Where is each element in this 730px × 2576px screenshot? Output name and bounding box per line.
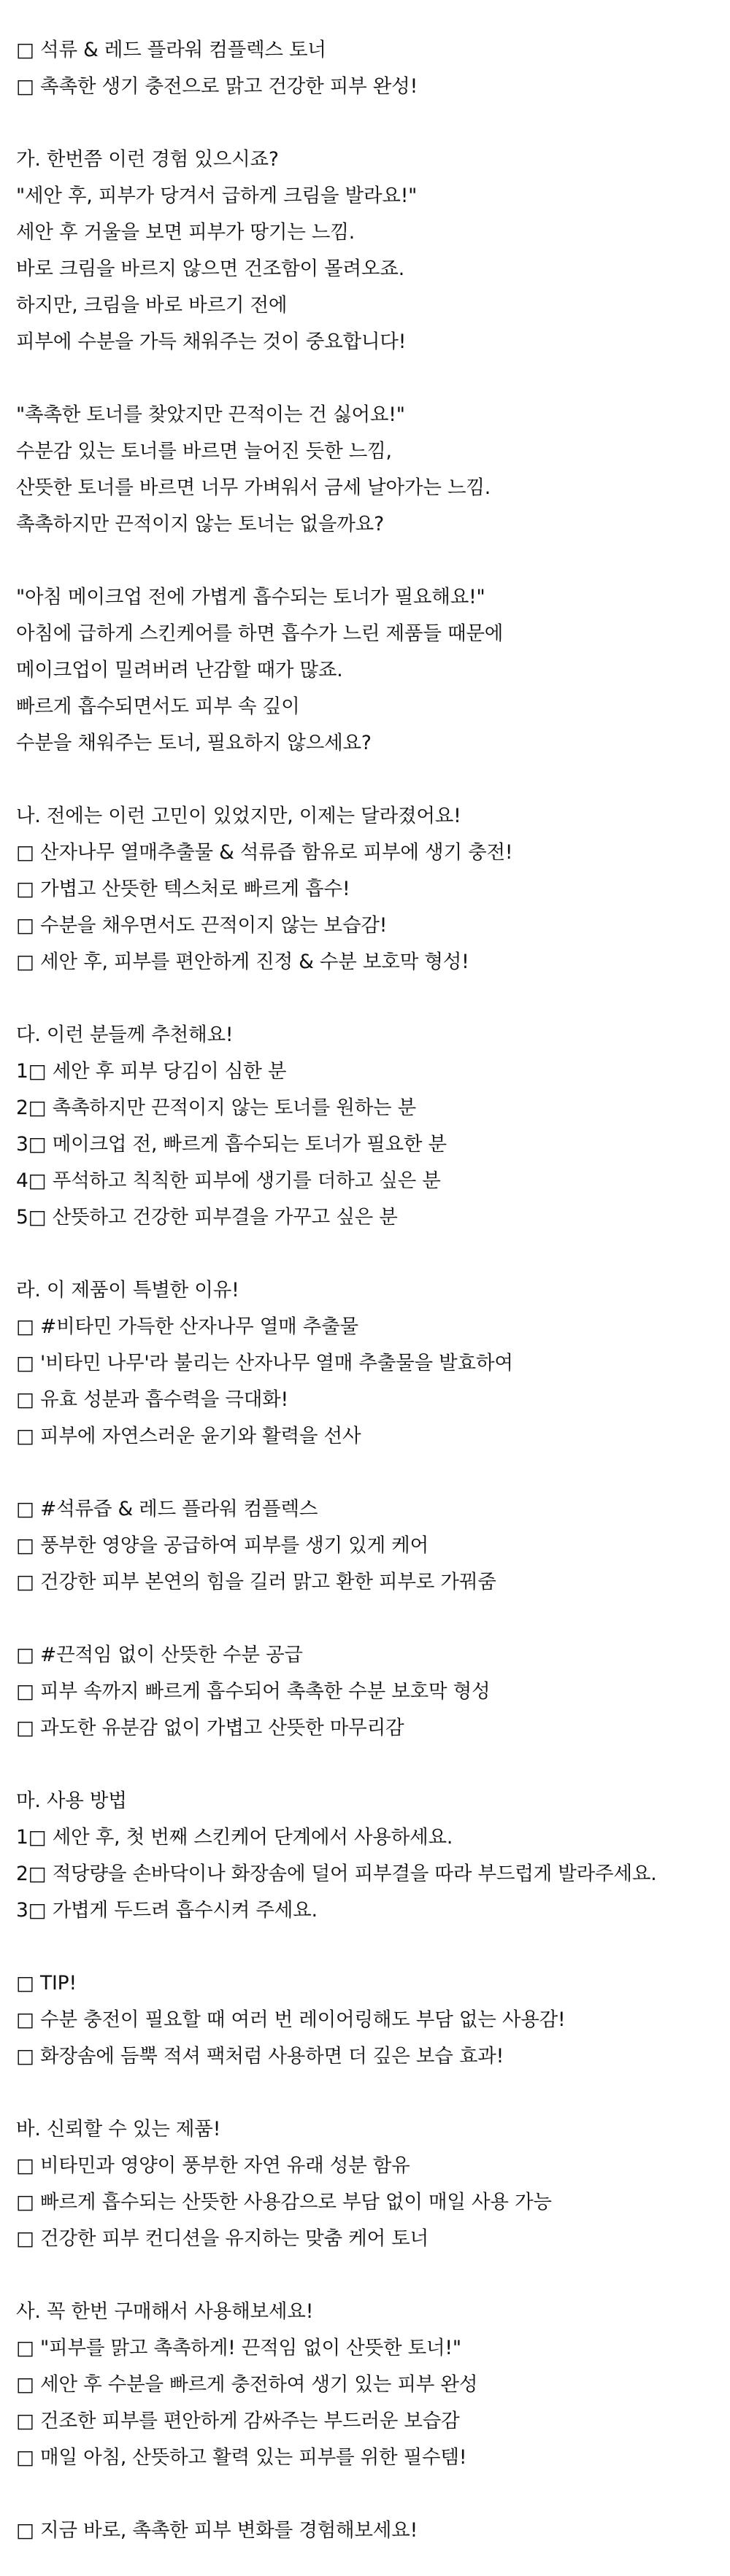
blank-line [16, 762, 714, 798]
text-line: □ 지금 바로, 촉촉한 피부 변화를 경험해보세요! [16, 2519, 418, 2542]
text-line: 마. 사용 방법 [16, 1790, 127, 1812]
text-line: 세안 후 거울을 보면 피부가 땅기는 느낌. [16, 221, 355, 244]
text-line: "촉촉한 토너를 찾았지만 끈적이는 건 싫어요!" [16, 403, 405, 426]
text-line: □ 산자나무 열매추출물 & 석류즙 함유로 피부에 생기 충전! [16, 841, 513, 864]
text-line: 가. 한번쯤 이런 경험 있으시죠? [16, 148, 279, 171]
text-line: 산뜻한 토너를 바르면 너무 가벼워서 금세 날아가는 느낌. [16, 476, 491, 499]
text-line: □ 세안 후, 피부를 편안하게 진정 & 수분 보호막 형성! [16, 951, 469, 973]
text-line: 피부에 수분을 가득 채워주는 것이 중요합니다! [16, 330, 407, 353]
text-line: □ TIP! [16, 1972, 77, 1995]
text-line: □ 유효 성분과 흡수력을 극대화! [16, 1388, 288, 1411]
blank-line [16, 105, 714, 142]
text-line: □ 빠르게 흡수되는 산뜻한 사용감으로 부담 없이 매일 사용 가능 [16, 2191, 552, 2213]
text-line: 1□ 세안 후, 첫 번째 스킨케어 단계에서 사용하세요. [16, 1826, 453, 1849]
text-line: □ 매일 아침, 산뜻하고 활력 있는 피부를 위한 필수템! [16, 2446, 467, 2469]
text-line: 빠르게 흡수되면서도 피부 속 깊이 [16, 695, 300, 718]
text-line: 5□ 산뜻하고 건강한 피부결을 가꾸고 싶은 분 [16, 1206, 398, 1229]
text-line: □ #비타민 가득한 산자나무 열매 추출물 [16, 1315, 358, 1338]
text-line: □ 수분 충전이 필요할 때 여러 번 레이어링해도 부담 없는 사용감! [16, 2008, 566, 2031]
text-line: □ 석류 & 레드 플라워 컴플렉스 토너 [16, 39, 326, 61]
text-line: 수분을 채워주는 토너, 필요하지 않으세요? [16, 732, 372, 754]
blank-line [16, 1747, 714, 1783]
blank-line [16, 980, 714, 1017]
text-line: 하지만, 크림을 바로 바르기 전에 [16, 294, 288, 317]
blank-line [16, 2257, 714, 2294]
text-line: 수분감 있는 토너를 바르면 늘어진 듯한 느낌, [16, 440, 392, 463]
blank-line [16, 1455, 714, 1491]
blank-line [16, 360, 714, 397]
text-line: □ 수분을 채우면서도 끈적이지 않는 보습감! [16, 914, 388, 937]
text-line: 바. 신뢰할 수 있는 제품! [16, 2118, 221, 2140]
text-line: 다. 이런 분들께 추천해요! [16, 1024, 234, 1046]
text-line: □ 풍부한 영양을 공급하여 피부를 생기 있게 케어 [16, 1534, 429, 1557]
text-line: □ 비타민과 영양이 풍부한 자연 유래 성분 함유 [16, 2154, 410, 2177]
text-line: □ 가볍고 산뜻한 텍스처로 빠르게 흡수! [16, 878, 350, 900]
text-line: □ 건강한 피부 컨디션을 유지하는 맞춤 케어 토너 [16, 2227, 429, 2250]
text-line: □ 세안 후 수분을 빠르게 충전하여 생기 있는 피부 완성 [16, 2373, 478, 2396]
text-line: □ 건조한 피부를 편안하게 감싸주는 부드러운 보습감 [16, 2410, 460, 2432]
text-line: □ 화장솜에 듬뿍 적셔 팩처럼 사용하면 더 깊은 보습 효과! [16, 2045, 504, 2068]
text-line: □ 과도한 유분감 없이 가볍고 산뜻한 마무리감 [16, 1717, 404, 1739]
text-line: 사. 꼭 한번 구매해서 사용해보세요! [16, 2300, 314, 2323]
text-line: 바로 크림을 바르지 않으면 건조함이 몰려오죠. [16, 258, 404, 280]
text-line: 라. 이 제품이 특별한 이유! [16, 1279, 239, 1301]
blank-line [16, 1236, 714, 1272]
text-line: 2□ 촉촉하지만 끈적이지 않는 토너를 원하는 분 [16, 1096, 417, 1119]
text-line: □ #석류즙 & 레드 플라워 컴플렉스 [16, 1498, 318, 1520]
text-line: □ 피부 속까지 빠르게 흡수되어 촉촉한 수분 보호막 형성 [16, 1680, 491, 1703]
text-line: 4□ 푸석하고 칙칙한 피부에 생기를 더하고 싶은 분 [16, 1169, 441, 1192]
text-line: □ 피부에 자연스러운 윤기와 활력을 선사 [16, 1425, 361, 1447]
text-line: "아침 메이크업 전에 가볍게 흡수되는 토너가 필요해요!" [16, 586, 485, 608]
text-line: □ 촉촉한 생기 충전으로 맑고 건강한 피부 완성! [16, 75, 418, 98]
text-line: 1□ 세안 후 피부 당김이 심한 분 [16, 1060, 287, 1083]
text-line: 아침에 급하게 스킨케어를 하면 흡수가 느린 제품들 때문에 [16, 622, 504, 645]
text-line: 3□ 메이크업 전, 빠르게 흡수되는 토너가 필요한 분 [16, 1133, 447, 1156]
blank-line [16, 1929, 714, 1965]
blank-line [16, 543, 714, 579]
blank-line [16, 2075, 714, 2111]
blank-line [16, 2476, 714, 2513]
blank-line [16, 1601, 714, 1637]
text-line: 나. 전에는 이런 고민이 있었지만, 이제는 달라졌어요! [16, 805, 461, 827]
text-line: 3□ 가볍게 두드려 흡수시켜 주세요. [16, 1899, 318, 1922]
text-line: □ 건강한 피부 본연의 힘을 길러 맑고 환한 피부로 가꿔줌 [16, 1571, 496, 1593]
text-line: 2□ 적당량을 손바닥이나 화장솜에 덜어 피부결을 따라 부드럽게 발라주세요. [16, 1863, 657, 1885]
text-line: 메이크업이 밀려버려 난감할 때가 많죠. [16, 659, 343, 681]
text-line: □ "피부를 맑고 촉촉하게! 끈적임 없이 산뜻한 토너!" [16, 2337, 461, 2359]
text-line: 촉촉하지만 끈적이지 않는 토너는 없을까요? [16, 513, 384, 535]
text-line: "세안 후, 피부가 당겨서 급하게 크림을 발라요!" [16, 185, 418, 207]
text-line: □ #끈적임 없이 산뜻한 수분 공급 [16, 1644, 303, 1666]
text-line: □ '비타민 나무'라 불리는 산자나무 열매 추출물을 발효하여 [16, 1352, 513, 1374]
